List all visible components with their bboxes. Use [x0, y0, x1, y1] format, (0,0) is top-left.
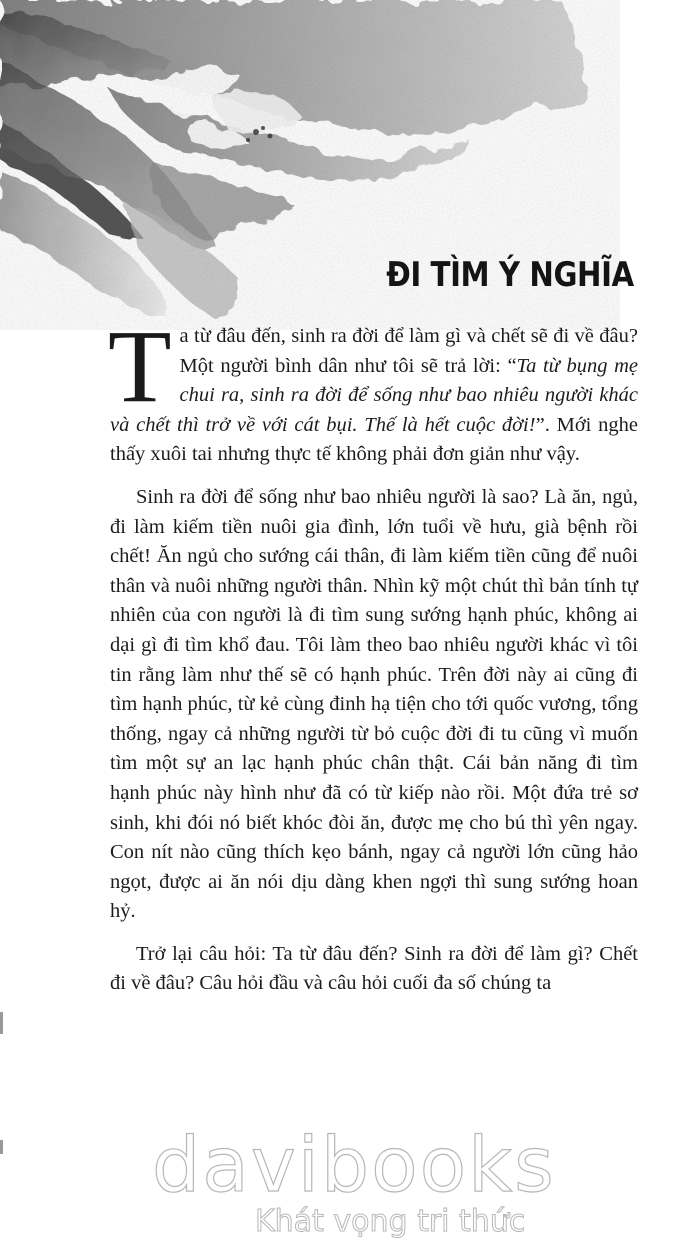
- paragraph-1-quote: Ta từ bụng mẹ chui ra, sinh ra đời để sống như bao nhiêu người khác và chết thì trở về với cát bụi. Thế là hết cuộc đời!: [110, 354, 638, 436]
- watermark-logo: davibooks: [152, 1120, 556, 1209]
- drop-cap: T: [108, 309, 172, 424]
- paragraph-1: [108, 309, 638, 470]
- paragraph-2: Sinh ra đời để sống như bao nhiêu người là sao? Là ăn, ngủ, đi làm kiếm tiền nuôi gia đình, lớn tuổi về hưu, già bệnh rồi chết! Ăn ngủ cho sướng cái thân, đi làm kiếm tiền cũng để nuôi thân và nuôi những người thân. Nhìn kỹ một chút thì bản tính tự nhiên của con người là đi tìm sung sướng hạnh phúc, không ai dại gì đi tìm khổ đau. Tôi làm theo bao nhiêu người khác vì tôi tin rằng làm như thế sẽ có hạnh phúc. Trên đời này ai cũng đi tìm hạnh phúc, từ kẻ cùng đinh hạ tiện cho tới quốc vương, tổng thống, ngay cả những người từ bỏ cuộc đời đi tu cũng vì muốn tìm một sự an lạc hạnh phúc chân thật. Cái bản năng đi tìm hạnh phúc này hình như đã có từ kiếp nào rồi. Một đứa trẻ sơ sinh, khi đói nó biết khóc đòi ăn, được mẹ cho bú thì yên ngay. Con nít nào cũng thích kẹo bánh, ngay cả người lớn cũng hảo ngọt, được ai ăn nói dịu dàng khen ngợi thì sung sướng hoan hỷ.: [110, 485, 638, 923]
- scan-edge-mark: [0, 1140, 3, 1154]
- scan-edge-mark: [0, 1012, 3, 1034]
- paragraph-1-outro: ”. Mới nghe thấy xuôi tai nhưng thực tế không phải đơn giản như vậy.: [110, 413, 638, 466]
- paragraph-3: Trở lại câu hỏi: Ta từ đâu đến? Sinh ra đời để làm gì? Chết đi về đâu? Câu hỏi đầu và câu hỏi cuối đa số chúng ta: [110, 942, 638, 995]
- chapter-title: ĐI TÌM Ý NGHĨA: [386, 254, 634, 295]
- body-text: [108, 309, 638, 1012]
- paragraph-1-intro: a từ đâu đến, sinh ra đời để làm gì và chết sẽ đi về đâu? Một người bình dân như tôi sẽ trả lời: “: [179, 325, 638, 377]
- watermark-slogan: Khát vọng tri thức: [255, 1204, 526, 1239]
